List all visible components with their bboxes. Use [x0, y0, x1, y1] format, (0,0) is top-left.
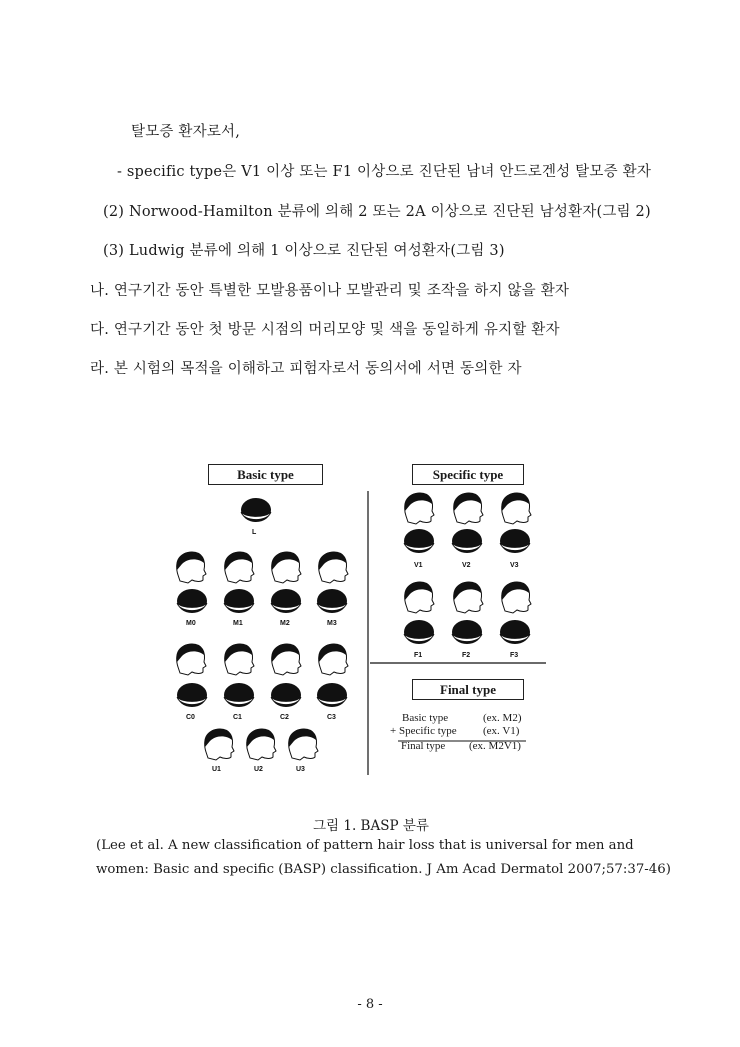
- label-U3: U3: [296, 766, 305, 773]
- final-row1-left: Basic type: [402, 712, 449, 724]
- head-C3-profile: [318, 644, 348, 675]
- head-M2-profile: [271, 552, 301, 583]
- head-V3-top: [500, 529, 530, 553]
- body-line-7: 라. 본 시험의 목적을 이해하고 피험자로서 동의서에 서면 동의한 자: [90, 361, 522, 377]
- label-L: L: [252, 529, 257, 536]
- head-C1-top: [224, 683, 254, 707]
- head-U1: [204, 729, 234, 760]
- final-row1-right: (ex. M2): [483, 712, 522, 724]
- head-C0-profile: [176, 644, 206, 675]
- head-C2-top: [271, 683, 301, 707]
- label-F3: F3: [510, 652, 519, 659]
- head-V1-profile: [404, 493, 434, 524]
- head-C3-top: [317, 683, 347, 707]
- final-type-box: Final type: [412, 679, 524, 700]
- head-M3-top: [317, 589, 347, 613]
- head-F3-profile: [501, 582, 531, 613]
- body-line-5: 나. 연구기간 동안 특별한 모발용품이나 모발관리 및 조작을 하지 않을 환자: [90, 283, 570, 299]
- head-V1-top: [404, 529, 434, 553]
- final-row3-left: Final type: [401, 740, 446, 752]
- head-M1-top: [224, 589, 254, 613]
- head-V2-profile: [453, 493, 483, 524]
- head-F3-top: [500, 620, 530, 644]
- body-line-6: 다. 연구기간 동안 첫 방문 시점의 머리모양 및 색을 동일하게 유지할 환자: [90, 322, 560, 338]
- body-line-2: - specific type은 V1 이상 또는 F1 이상으로 진단된 남녀 안드로겐성 탈모증 환자: [117, 164, 652, 180]
- head-F2-top: [452, 620, 482, 644]
- final-row3-right: (ex. M2V1): [469, 740, 521, 752]
- body-line-1: 탈모증 환자로서,: [131, 124, 241, 140]
- label-V3: V3: [510, 562, 519, 569]
- head-F1-top: [404, 620, 434, 644]
- basic-type-box: Basic type: [208, 464, 323, 485]
- head-C0-top: [177, 683, 207, 707]
- label-M3: M3: [327, 620, 337, 627]
- head-C2-profile: [271, 644, 301, 675]
- body-line-3: (2) Norwood-Hamilton 분류에 의해 2 또는 2A 이상으로 진단된 남성환자(그림 2): [103, 204, 651, 220]
- head-C1-profile: [224, 644, 254, 675]
- head-M0-profile: [176, 552, 206, 583]
- head-L: [241, 498, 271, 522]
- head-F1-profile: [404, 582, 434, 613]
- head-F2-profile: [453, 582, 483, 613]
- head-M2-top: [271, 589, 301, 613]
- label-V2: V2: [462, 562, 471, 569]
- label-V1: V1: [414, 562, 423, 569]
- label-M1: M1: [233, 620, 243, 627]
- label-F1: F1: [414, 652, 423, 659]
- label-U2: U2: [254, 766, 263, 773]
- head-M0-top: [177, 589, 207, 613]
- head-M3-profile: [318, 552, 348, 583]
- head-U3: [288, 729, 318, 760]
- body-line-4: (3) Ludwig 분류에 의해 1 이상으로 진단된 여성환자(그림 3): [103, 243, 505, 259]
- label-C3: C3: [327, 714, 336, 721]
- final-row2-left: + Specific type: [390, 725, 457, 737]
- final-row2-right: (ex. V1): [483, 725, 520, 737]
- specific-type-box: Specific type: [412, 464, 524, 485]
- label-C2: C2: [280, 714, 289, 721]
- reference-line-1: (Lee et al. A new classification of pattern hair loss that is universal for men and: [96, 838, 634, 853]
- figure-caption: 그림 1. BASP 분류: [313, 818, 429, 834]
- label-M0: M0: [186, 620, 196, 627]
- reference-line-2: women: Basic and specific (BASP) classification. J Am Acad Dermatol 2007;57:37-46): [96, 862, 671, 877]
- label-M2: M2: [280, 620, 290, 627]
- page-number: - 8 -: [357, 997, 383, 1012]
- label-F2: F2: [462, 652, 471, 659]
- label-U1: U1: [212, 766, 221, 773]
- basp-figure: [170, 455, 550, 780]
- head-V3-profile: [501, 493, 531, 524]
- head-V2-top: [452, 529, 482, 553]
- head-U2: [246, 729, 276, 760]
- label-C0: C0: [186, 714, 195, 721]
- label-C1: C1: [233, 714, 242, 721]
- head-M1-profile: [224, 552, 254, 583]
